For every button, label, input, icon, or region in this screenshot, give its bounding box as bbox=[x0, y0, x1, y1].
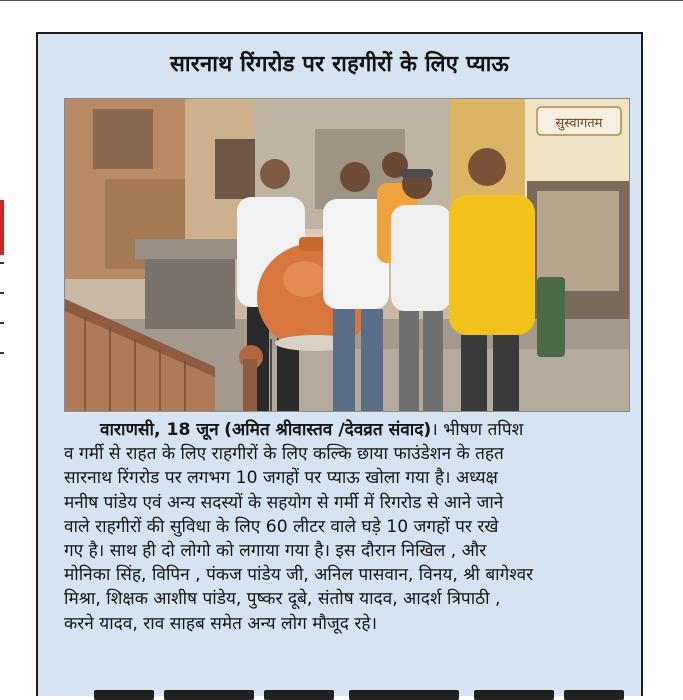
adjacent-column-red-strip bbox=[0, 200, 4, 255]
article-line-1-text: । भीषण तपिश bbox=[431, 420, 524, 440]
shop-sign-text: सुस्वागतम bbox=[555, 116, 603, 131]
headline: सारनाथ रिंगरोड पर राहगीरों के लिए प्याऊ bbox=[170, 52, 509, 77]
article-line-7: मोनिका सिंह, विपिन , पंकज पांडेय जी, अनिल पासवान, विनय, श्री बागेश्वर bbox=[64, 565, 534, 586]
byline: (अमित श्रीवास्तव /देवव्रत संवाद) bbox=[224, 420, 432, 440]
page-top-rule bbox=[0, 0, 683, 1]
cropped-next-line bbox=[64, 686, 630, 700]
news-photo bbox=[64, 98, 630, 412]
article-line-9: करने यादव, राव साहब समेत अन्य लोग मौजूद रहे। bbox=[64, 613, 378, 634]
article-line-8: मिश्रा, शिक्षक आशीष पांडेय, पुष्कर दूबे, संतोष यादव, आदर्श त्रिपाठी , bbox=[64, 589, 501, 610]
news-article-box bbox=[36, 32, 643, 696]
article-line-4: मनीष पांडेय एवं अन्य सदस्यों के सहयोग से गर्मी में रिगरोड से आने जाने bbox=[64, 492, 504, 513]
article-line-2: व गर्मी से राहत के लिए राहगीरों के लिए कल्कि छाया फाउंडेशन के तहत bbox=[64, 444, 504, 465]
dateline: वाराणसी, 18 जून bbox=[100, 420, 219, 440]
article-body bbox=[64, 418, 630, 636]
adjacent-column-fragments bbox=[0, 262, 6, 382]
article-line-5: वाले राहगीरों की सुविधा के लिए 60 लीटर वाले घड़े 10 जगहों पर रखे bbox=[64, 516, 499, 537]
article-line-6: गए है। साथ ही दो लोगो को लगाया गया है। इस दौरान निखिल , और bbox=[64, 541, 487, 562]
article-line-1 bbox=[64, 418, 630, 442]
article-line-3: सारनाथ रिंगरोड पर लगभग 10 जगहों पर प्याऊ खोला गया है। अध्यक्ष bbox=[64, 468, 498, 489]
